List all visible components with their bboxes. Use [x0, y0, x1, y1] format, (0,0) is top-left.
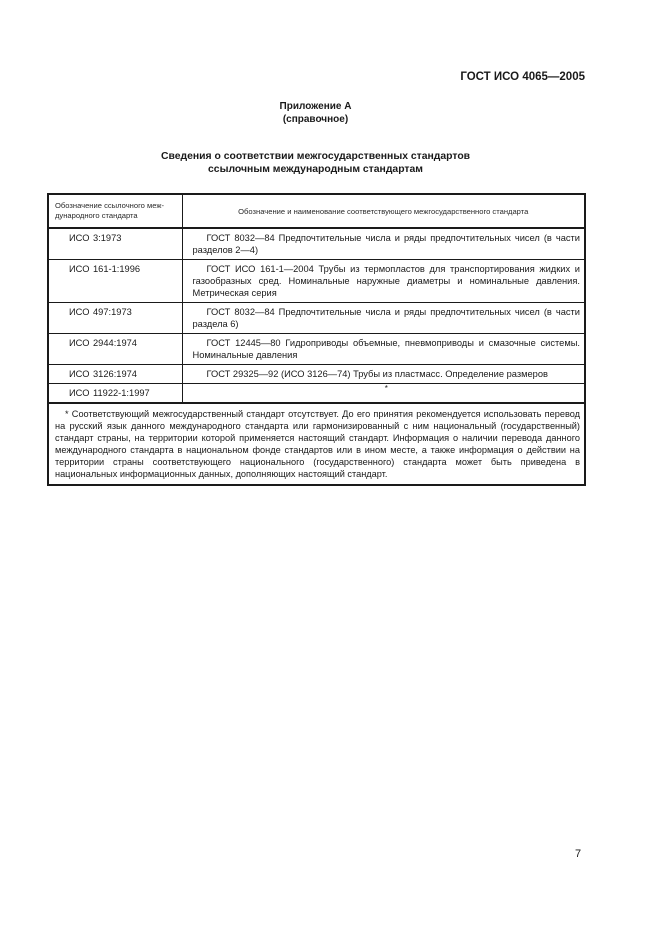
interstate-standard-cell: * — [182, 384, 585, 404]
section-title — [0, 150, 631, 176]
correspondence-table — [47, 193, 586, 486]
section-title-line-1: Сведения о соответствии межгосударственных стандартов — [160, 151, 471, 162]
appendix-heading — [0, 100, 631, 126]
table-row — [48, 365, 585, 384]
column-header-interstate-standard: Обозначение и наименование соответствующего межгосударственного стандарта — [182, 194, 585, 228]
appendix-title: Приложение А — [279, 101, 352, 112]
table-footnote: * Соответствующий межгосударственный стандарт отсутствует. До его принятия рекомендуется использовать перевод на русский язык данного международного стандарта или гармонизированный с ним национальный (государственный) стандарт страны, на территории которой применяется настоящий стандарт. Информация о наличии перевода данного международного стандарта в национальном фонде стандартов или в ином месте, а также информация о действии на территории страны соответствующего национального (государственного) стандарта может быть приведена в национальных информационных данных, дополняющих настоящий стандарт. — [48, 403, 585, 485]
reference-standard-cell: ИСО 2944:1974 — [48, 334, 182, 365]
interstate-standard-cell: ГОСТ 29325—92 (ИСО 3126—74) Трубы из пластмасс. Определение размеров — [182, 365, 585, 384]
table-row — [48, 334, 585, 365]
reference-standard-cell: ИСО 3:1973 — [48, 228, 182, 260]
reference-standard-cell: ИСО 3126:1974 — [48, 365, 182, 384]
table-row — [48, 228, 585, 260]
reference-standard-cell: ИСО 497:1973 — [48, 303, 182, 334]
table-row — [48, 260, 585, 303]
column-header-reference-standard: Обозначение ссылочного меж-дународного стандарта — [48, 194, 182, 228]
interstate-standard-cell: ГОСТ 8032—84 Предпочтительные числа и ряды предпочтительных чисел (в части раздела 6) — [182, 303, 585, 334]
reference-standard-cell: ИСО 161-1:1996 — [48, 260, 182, 303]
section-title-line-2: ссылочным международным стандартам — [208, 164, 423, 175]
appendix-subtitle: (справочное) — [282, 114, 349, 125]
interstate-standard-cell: ГОСТ 8032—84 Предпочтительные числа и ряды предпочтительных чисел (в части разделов 2—4) — [182, 228, 585, 260]
reference-standard-cell: ИСО 11922-1:1997 — [48, 384, 182, 404]
footnote-row — [48, 403, 585, 485]
table-row — [48, 384, 585, 404]
interstate-standard-cell: ГОСТ ИСО 161-1—2004 Трубы из термопластов для транспортирования жидких и газообразных сред. Номинальные наружные диаметры и номинальные давления. Метрическая серия — [182, 260, 585, 303]
standard-code: ГОСТ ИСО 4065—2005 — [460, 71, 585, 83]
page-number: 7 — [575, 848, 582, 860]
table-header-row — [48, 194, 585, 228]
interstate-standard-cell: ГОСТ 12445—80 Гидроприводы объемные, пневмоприводы и смазочные системы. Номинальные давления — [182, 334, 585, 365]
table-row — [48, 303, 585, 334]
